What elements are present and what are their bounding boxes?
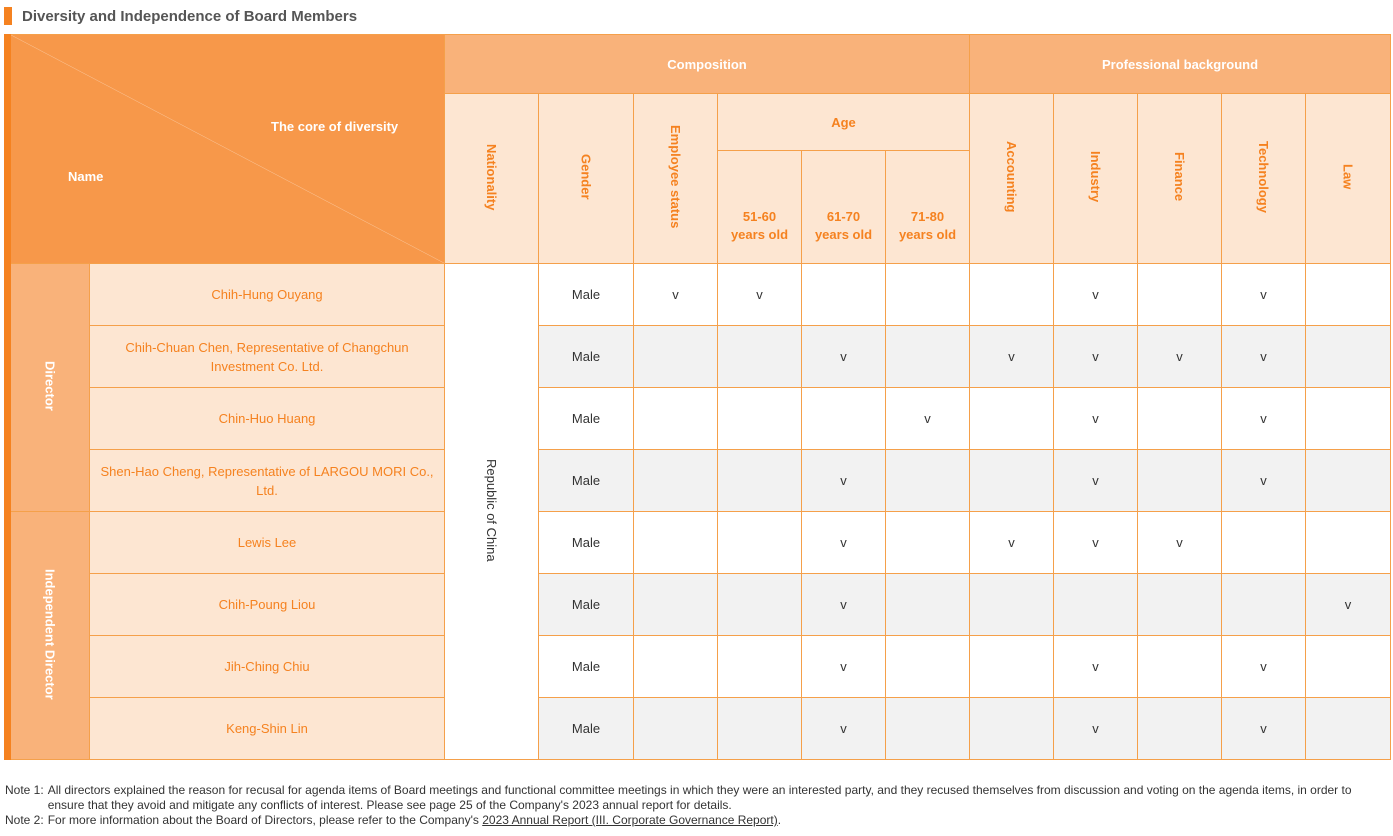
accounting-header: Accounting xyxy=(970,94,1054,264)
check-cell xyxy=(634,450,718,512)
check-cell xyxy=(634,512,718,574)
footnotes xyxy=(5,783,1389,828)
law-header: Law xyxy=(1306,94,1391,264)
director-name: Chih-Chuan Chen, Representative of Changchun Investment Co. Ltd. xyxy=(90,326,445,388)
check-cell xyxy=(970,698,1054,760)
check-cell xyxy=(1054,574,1138,636)
gender-value: Male xyxy=(539,326,634,388)
check-cell: v xyxy=(970,512,1054,574)
check-cell xyxy=(1138,264,1222,326)
check-cell: v xyxy=(634,264,718,326)
check-cell xyxy=(1138,388,1222,450)
gender-value: Male xyxy=(539,574,634,636)
check-cell: v xyxy=(1138,512,1222,574)
director-name: Chih-Hung Ouyang xyxy=(90,264,445,326)
check-cell xyxy=(718,636,802,698)
check-cell xyxy=(718,512,802,574)
nationality-value: Republic of China xyxy=(445,264,539,760)
name-header-label: Name xyxy=(68,169,104,184)
check-cell: v xyxy=(1138,326,1222,388)
table-row xyxy=(8,512,1391,574)
director-name: Chih-Poung Liou xyxy=(90,574,445,636)
check-cell xyxy=(1138,698,1222,760)
diagonal-line xyxy=(11,35,444,263)
check-cell xyxy=(1306,264,1391,326)
check-cell xyxy=(1138,450,1222,512)
director-name: Keng-Shin Lin xyxy=(90,698,445,760)
check-cell: v xyxy=(1306,574,1391,636)
note-2-label: Note 2: xyxy=(5,813,44,827)
check-cell: v xyxy=(802,636,886,698)
table-row xyxy=(8,698,1391,760)
independent-director-group-label: Independent Director xyxy=(8,512,90,760)
check-cell xyxy=(886,450,970,512)
check-cell xyxy=(1306,450,1391,512)
check-cell xyxy=(1222,512,1306,574)
table-row xyxy=(8,574,1391,636)
section-title xyxy=(4,6,357,26)
check-cell xyxy=(634,388,718,450)
professional-background-header: Professional background xyxy=(970,35,1391,94)
check-cell: v xyxy=(1054,698,1138,760)
table-row xyxy=(8,450,1391,512)
table-row xyxy=(8,636,1391,698)
check-cell xyxy=(802,264,886,326)
check-cell xyxy=(1306,512,1391,574)
check-cell xyxy=(718,450,802,512)
check-cell xyxy=(886,326,970,388)
check-cell xyxy=(886,698,970,760)
composition-header: Composition xyxy=(445,35,970,94)
table-row xyxy=(8,264,1391,326)
industry-header: Industry xyxy=(1054,94,1138,264)
note-2-text: For more information about the Board of Directors, please refer to the Company's xyxy=(47,813,479,827)
technology-header: Technology xyxy=(1222,94,1306,264)
check-cell xyxy=(970,450,1054,512)
age-61-70-header: 61-70 years old xyxy=(802,151,886,264)
check-cell xyxy=(718,698,802,760)
check-cell xyxy=(886,264,970,326)
check-cell xyxy=(634,636,718,698)
check-cell: v xyxy=(718,264,802,326)
check-cell xyxy=(886,636,970,698)
gender-value: Male xyxy=(539,388,634,450)
check-cell: v xyxy=(1054,450,1138,512)
age-71-80-header: 71-80 years old xyxy=(886,151,970,264)
check-cell xyxy=(634,698,718,760)
note-2-body xyxy=(48,813,781,828)
check-cell: v xyxy=(802,512,886,574)
director-group-label: Director xyxy=(8,264,90,512)
check-cell xyxy=(718,388,802,450)
check-cell xyxy=(802,388,886,450)
check-cell: v xyxy=(1054,512,1138,574)
director-name: Jih-Ching Chiu xyxy=(90,636,445,698)
check-cell xyxy=(886,574,970,636)
note-1-text: All directors explained the reason for recusal for agenda items of Board meetings and functional committee meetings in which they were an interested party, and they recused themselves from discussion and voting on the agenda items, in order to ensure that they avoid and mitigate any conflicts of interest. Please see page 25 of the Company's 2023 annual report for details. xyxy=(47,783,1352,812)
check-cell: v xyxy=(1222,326,1306,388)
check-cell xyxy=(886,512,970,574)
check-cell: v xyxy=(1054,636,1138,698)
gender-value: Male xyxy=(539,698,634,760)
check-cell xyxy=(1306,636,1391,698)
table-row xyxy=(8,388,1391,450)
check-cell: v xyxy=(1222,388,1306,450)
core-of-diversity-label: The core of diversity xyxy=(271,119,399,134)
check-cell: v xyxy=(1222,698,1306,760)
check-cell: v xyxy=(1054,326,1138,388)
check-cell: v xyxy=(1222,636,1306,698)
title-marker xyxy=(4,7,12,25)
check-cell xyxy=(634,574,718,636)
check-cell: v xyxy=(1054,388,1138,450)
board-diversity-table xyxy=(4,34,1391,760)
check-cell: v xyxy=(1222,264,1306,326)
check-cell xyxy=(718,574,802,636)
check-cell xyxy=(970,264,1054,326)
check-cell xyxy=(1138,636,1222,698)
note-1-label: Note 1: xyxy=(5,783,44,797)
director-name: Chin-Huo Huang xyxy=(90,388,445,450)
gender-header: Gender xyxy=(539,94,634,264)
employee-status-header: Employee status xyxy=(634,94,718,264)
annual-report-link[interactable]: 2023 Annual Report (III. Corporate Governance Report) xyxy=(482,813,778,827)
check-cell: v xyxy=(1054,264,1138,326)
check-cell: v xyxy=(802,450,886,512)
check-cell xyxy=(970,636,1054,698)
age-header: Age xyxy=(718,94,970,151)
gender-value: Male xyxy=(539,512,634,574)
check-cell xyxy=(1306,698,1391,760)
diagonal-header-cell xyxy=(8,35,445,264)
check-cell xyxy=(970,574,1054,636)
check-cell xyxy=(1306,388,1391,450)
check-cell: v xyxy=(802,574,886,636)
check-cell: v xyxy=(1222,450,1306,512)
check-cell xyxy=(718,326,802,388)
page-title: Diversity and Independence of Board Members xyxy=(22,7,358,25)
note-2-end: . xyxy=(777,813,782,827)
check-cell: v xyxy=(802,326,886,388)
check-cell: v xyxy=(886,388,970,450)
note-2 xyxy=(5,813,1389,828)
table-row xyxy=(8,326,1391,388)
check-cell xyxy=(1138,574,1222,636)
check-cell xyxy=(634,326,718,388)
check-cell: v xyxy=(802,698,886,760)
gender-value: Male xyxy=(539,636,634,698)
director-name: Lewis Lee xyxy=(90,512,445,574)
check-cell xyxy=(1306,326,1391,388)
note-1 xyxy=(5,783,1389,813)
gender-value: Male xyxy=(539,450,634,512)
gender-value: Male xyxy=(539,264,634,326)
nationality-header: Nationality xyxy=(445,94,539,264)
check-cell xyxy=(970,388,1054,450)
director-name: Shen-Hao Cheng, Representative of LARGOU MORI Co., Ltd. xyxy=(90,450,445,512)
age-51-60-header: 51-60 years old xyxy=(718,151,802,264)
finance-header: Finance xyxy=(1138,94,1222,264)
check-cell: v xyxy=(970,326,1054,388)
check-cell xyxy=(1222,574,1306,636)
